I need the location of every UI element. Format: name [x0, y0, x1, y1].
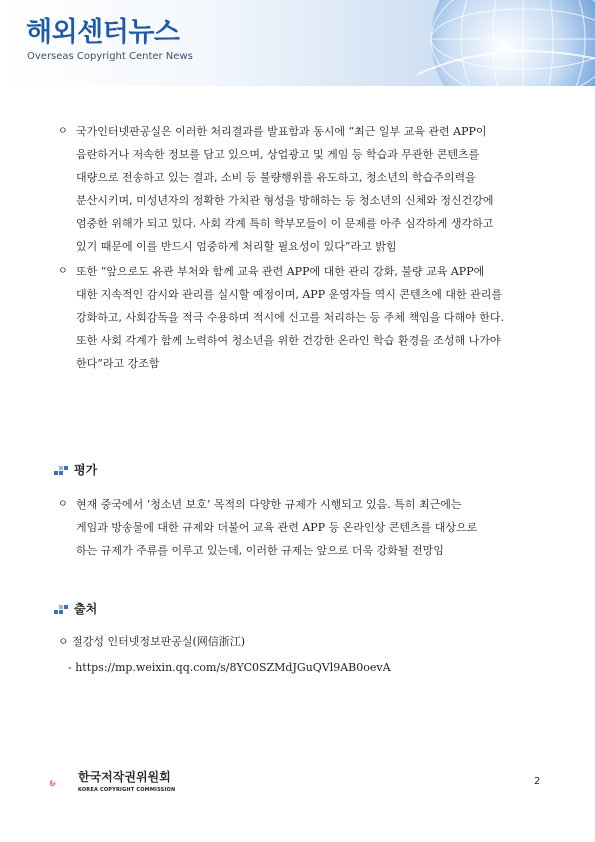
bullet-mark: ㅇ	[58, 266, 68, 277]
paragraph-emphasis	[58, 260, 543, 375]
evaluation-content	[58, 493, 543, 562]
source-url-link[interactable]: - https://mp.weixin.qq.com/s/8YC0SZMdJGuQVl9AB0oevA	[68, 661, 391, 674]
text-line: 한다”라고 강조함	[76, 357, 160, 370]
text-line: 음란하거나 저속한 정보를 담고 있으며, 상업광고 및 게임 등 학습과 무관한 콘텐츠를	[76, 148, 480, 161]
section-heading-source	[54, 601, 97, 617]
org-english-name: KOREA COPYRIGHT COMMISSION	[78, 787, 176, 793]
text-line: 또한 “앞으로도 유관 부처와 함께 교육 관련 APP에 대한 관리 강화, 불량 교육 APP에	[76, 265, 485, 278]
source-item: ㅇ 절강성 인터넷정보판공실(网信浙江)	[58, 635, 246, 648]
paragraph-announcement	[58, 120, 543, 258]
globe-graphic	[398, 0, 595, 86]
text-line: 엄중한 위해가 되고 있다. 사회 각계 특히 학부모들이 이 문제를 아주 심각하게 생각하고	[76, 217, 494, 230]
text-line: 국가인터넷판공실은 이러한 처리결과를 발표함과 동시에 “최근 일부 교육 관련 APP이	[76, 125, 487, 138]
text-line: 강화하고, 사회감독을 적극 수용하며 적시에 신고를 처리하는 등 주체 책임을 다해야 한다.	[76, 311, 504, 324]
text-line: 대한 지속적인 감시와 관리를 실시할 예정이며, APP 운영자들 역시 콘텐츠에 대한 관리를	[76, 288, 502, 301]
section-heading-label: 평가	[74, 463, 98, 477]
section-heading-evaluation	[54, 462, 97, 478]
text-line: 하는 규제가 주류를 이루고 있는데, 이러한 규제는 앞으로 더욱 강화될 전망임	[76, 544, 444, 557]
text-line: 대량으로 전송하고 있는 결과, 소비 등 불량행위를 유도하고, 청소년의 학습주의력을	[76, 171, 476, 184]
newsletter-title: 해외센터뉴스	[26, 17, 180, 48]
bullet-mark: ㅇ	[58, 126, 68, 137]
text-line: 또한 사회 각계가 함께 노력하여 청소년을 위한 건강한 온라인 학습 환경을 조성해 나가야	[76, 334, 501, 347]
paragraph-evaluation	[58, 493, 543, 562]
page-header-banner	[0, 0, 595, 86]
text-line: 있기 때문에 이를 반드시 엄중하게 처리할 필요성이 있다”라고 밝힘	[76, 240, 397, 253]
main-content	[58, 120, 543, 375]
newsletter-subtitle: Overseas Copyright Center News	[27, 51, 193, 62]
section-squares-icon	[54, 466, 68, 476]
org-name: 한국저작권위원회	[78, 770, 171, 784]
kcc-logo-icon	[50, 766, 76, 800]
bullet-mark: ㅇ	[58, 499, 68, 510]
page-number: 2	[534, 776, 541, 787]
text-line: 분산시키며, 미성년자의 정확한 가치관 형성을 방해하는 등 청소년의 신체와 정신건강에	[76, 194, 494, 207]
text-line: 게임과 방송물에 대한 규제와 더불어 교육 관련 APP 등 온라인상 콘텐츠를 대상으로	[76, 521, 478, 534]
text-line: 현재 중국에서 ‘청소년 보호’ 목적의 다양한 규제가 시행되고 있음. 특히 최근에는	[76, 498, 462, 511]
section-squares-icon	[54, 605, 68, 615]
section-heading-label: 출처	[74, 602, 98, 616]
